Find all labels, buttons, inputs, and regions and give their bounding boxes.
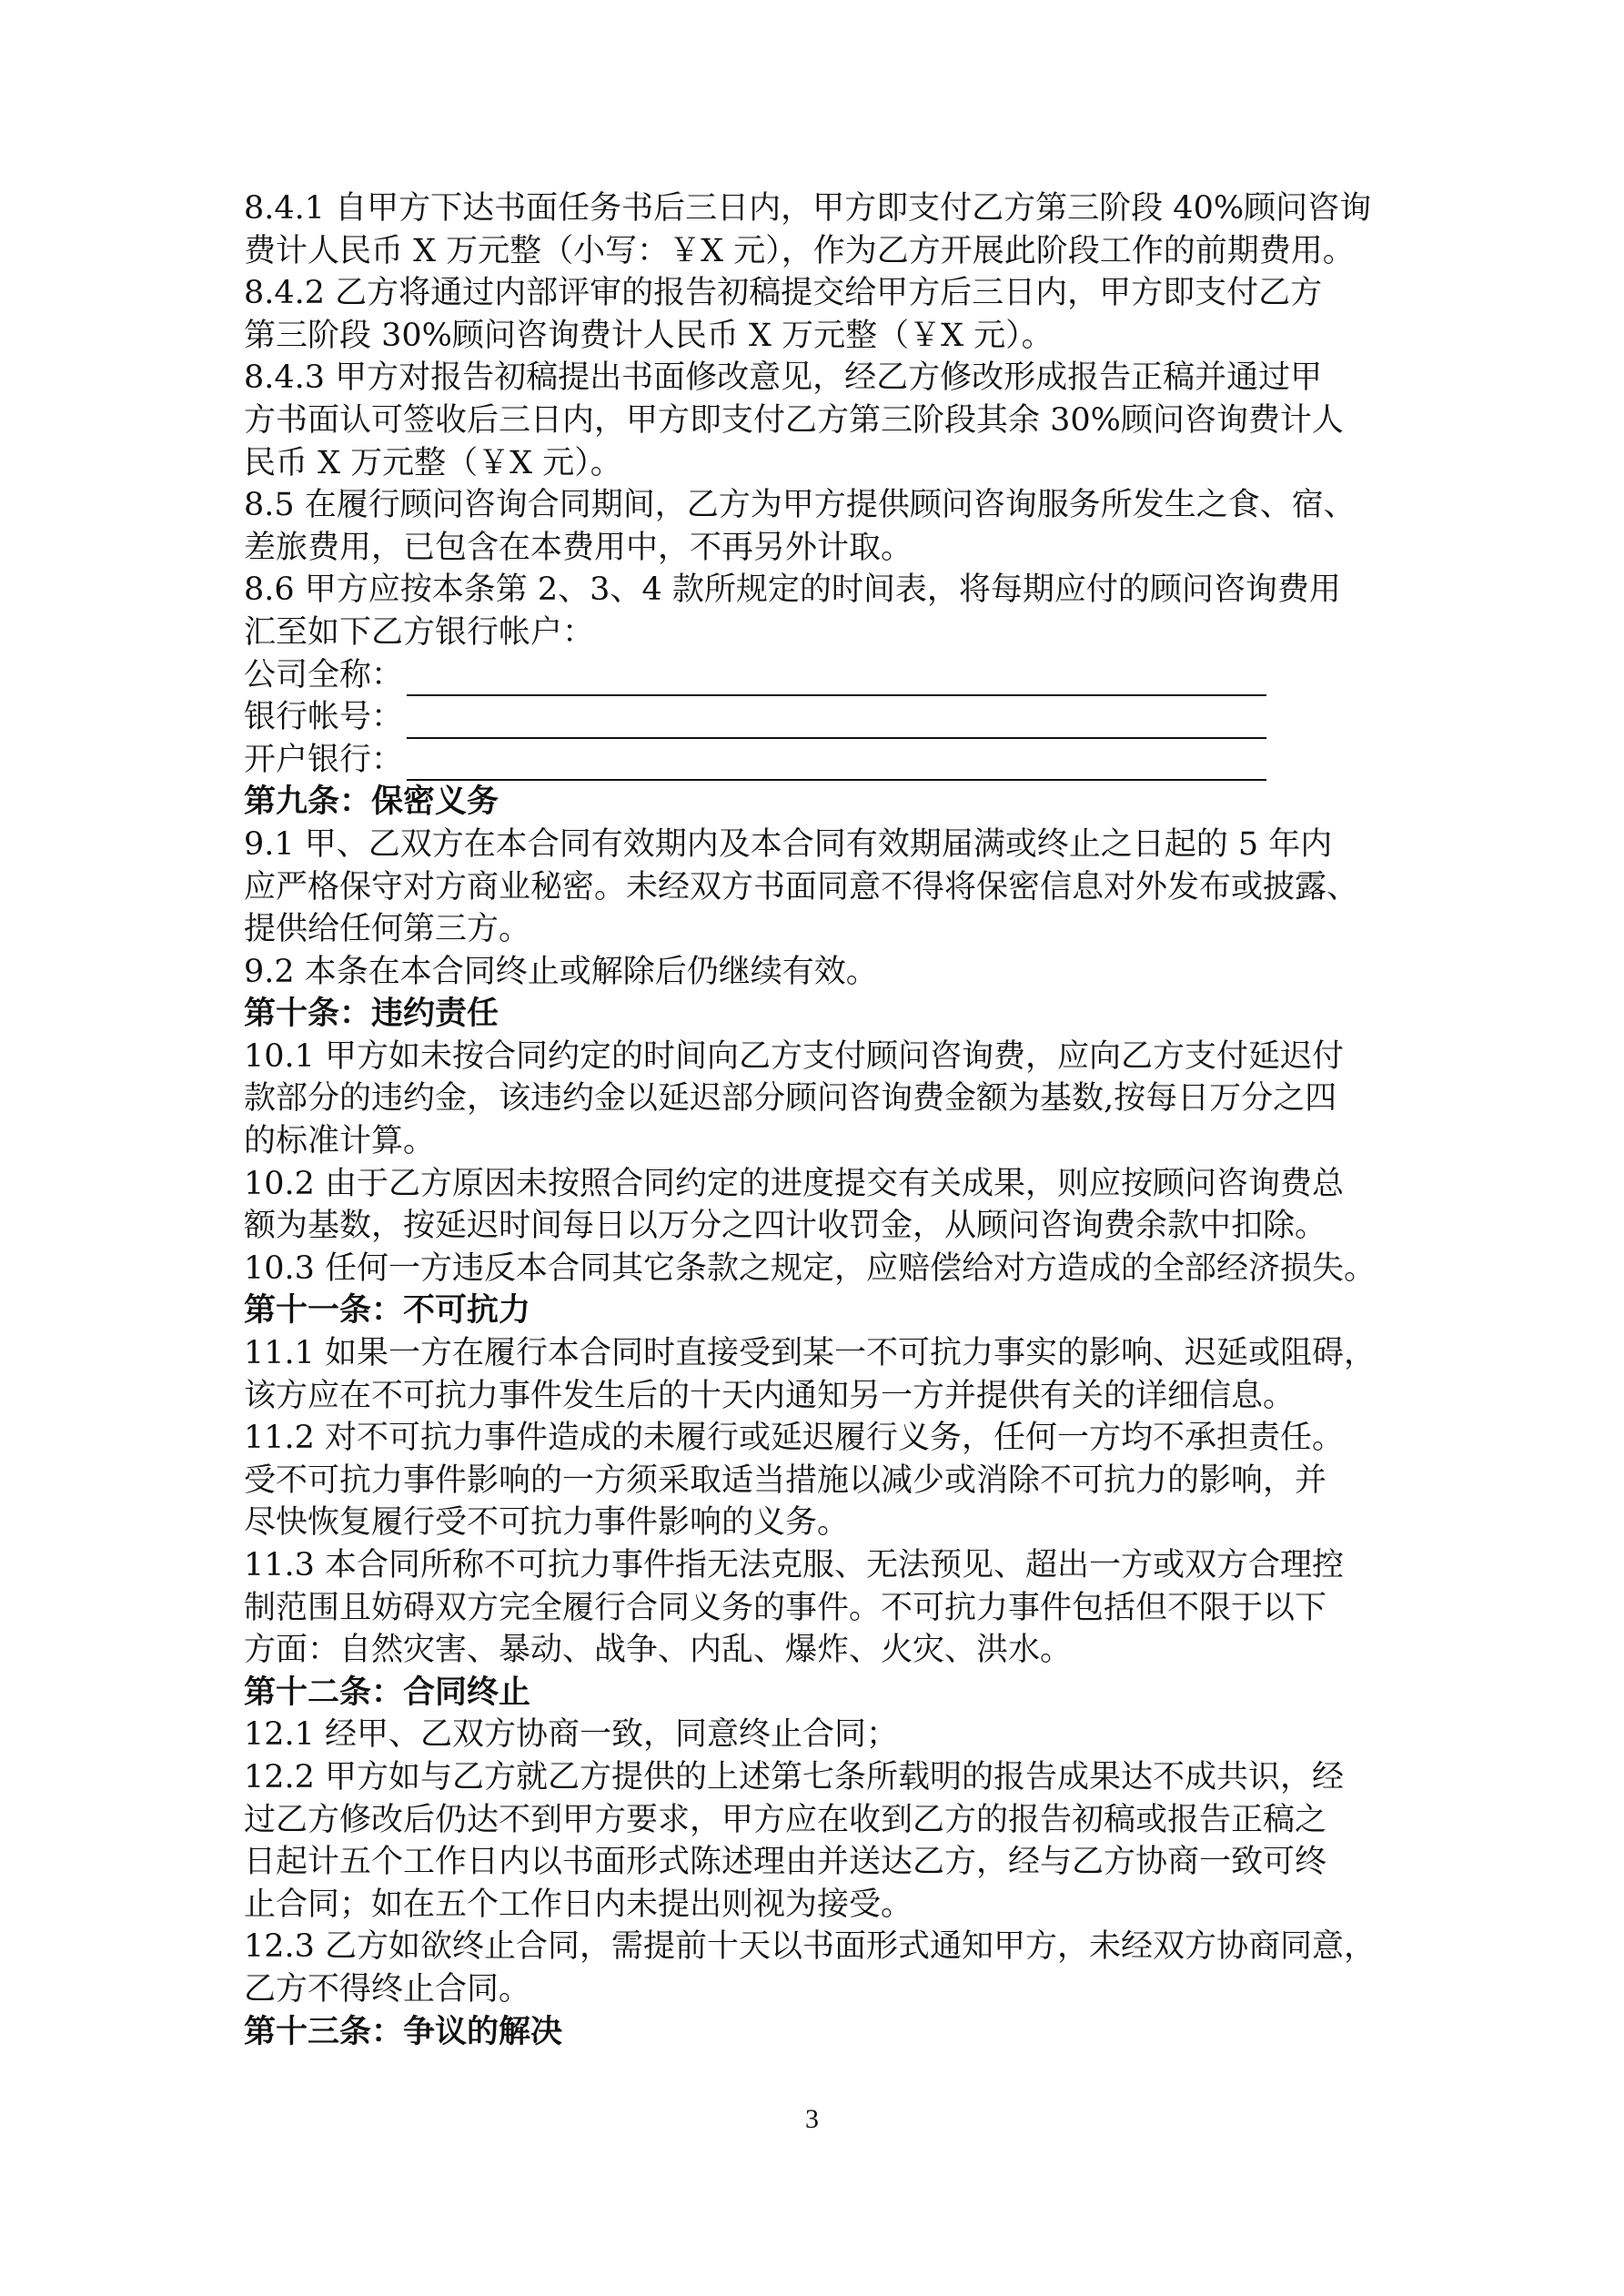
paragraph-line: 制范围且妨碍双方完全履行合同义务的事件。不可抗力事件包括但不限于以下 xyxy=(244,1589,1327,1626)
contract-clauses xyxy=(244,781,1392,2053)
paragraph-line: 8.4.3 甲方对报告初稿提出书面修改意见，经乙方修改形成报告正稿并通过甲 xyxy=(244,359,1323,397)
paragraph-line: 10.3 任何一方违反本合同其它条款之规定，应赔偿给对方造成的全部经济损失。 xyxy=(244,1249,1377,1287)
paragraph-line: 11.3 本合同所称不可抗力事件指无法克服、无法预见、超出一方或双方合理控 xyxy=(244,1547,1345,1583)
paragraph-line: 额为基数，按延迟时间每日以万分之四计收罚金，从顾问咨询费余款中扣除。 xyxy=(244,1208,1327,1245)
paragraph-line: 10.2 由于乙方原因未按照合同约定的进度提交有关成果，则应按顾问咨询费总 xyxy=(244,1165,1345,1202)
paragraph-line: 汇至如下乙方银行帐户： xyxy=(244,613,595,651)
bank-field-row xyxy=(244,739,1392,782)
bank-field-row xyxy=(244,696,1392,739)
bank-field-label: 开户银行： xyxy=(244,741,404,778)
paragraph-line: 12.2 甲方如与乙方就乙方提供的上述第七条所载明的报告成果达不成共识，经 xyxy=(244,1758,1345,1795)
paragraph-line: 10.1 甲方如未按合同约定的时间向乙方支付顾问咨询费，应向乙方支付延迟付 xyxy=(244,1037,1345,1075)
paragraph-line: 款部分的违约金，该违约金以延迟部分顾问咨询费金额为基数,按每日万分之四 xyxy=(244,1080,1337,1118)
paragraph-line: 止合同；如在五个工作日内未提出则视为接受。 xyxy=(244,1886,913,1923)
section-heading: 第九条：保密义务 xyxy=(244,783,499,821)
paragraph-line: 的标准计算。 xyxy=(244,1123,436,1160)
bank-field-row xyxy=(244,654,1392,697)
bank-field-blank xyxy=(407,750,1266,781)
bank-field-blank xyxy=(407,665,1266,696)
paragraph-line: 受不可抗力事件影响的一方须采取适当措施以减少或消除不可抗力的影响，并 xyxy=(244,1462,1327,1499)
page-number: 3 xyxy=(805,2104,819,2134)
paragraph-line: 8.4.1 自甲方下达书面任务书后三日内，甲方即支付乙方第三阶段 40%顾问咨询 xyxy=(244,190,1372,227)
paragraph-line: 8.5 在履行顾问咨询合同期间，乙方为甲方提供顾问咨询服务所发生之食、宿、 xyxy=(244,487,1356,524)
section-heading: 第十一条：不可抗力 xyxy=(244,1291,531,1330)
paragraph-line: 9.1 甲、乙双方在本合同有效期内及本合同有效期届满或终止之日起的 5 年内 xyxy=(244,825,1333,863)
paragraph-line: 差旅费用，已包含在本费用中，不再另外计取。 xyxy=(244,529,913,566)
bank-field-label: 公司全称： xyxy=(244,656,404,693)
paragraph-line: 方书面认可签收后三日内，甲方即支付乙方第三阶段其余 30%顾问咨询费计人 xyxy=(244,401,1344,439)
paragraph-line: 方面：自然灾害、暴动、战争、内乱、爆炸、火灾、洪水。 xyxy=(244,1632,1073,1669)
payment-clauses xyxy=(244,187,1392,654)
paragraph-line: 费计人民币 X 万元整（小写：￥X 元），作为乙方开展此阶段工作的前期费用。 xyxy=(244,232,1355,269)
paragraph-line: 12.1 经甲、乙双方协商一致，同意终止合同； xyxy=(244,1716,899,1754)
paragraph-line: 11.1 如果一方在履行本合同时直接受到某一不可抗力事实的影响、迟延或阻碍， xyxy=(244,1335,1377,1372)
paragraph-line: 9.2 本条在本合同终止或解除后仍继续有效。 xyxy=(244,953,878,990)
section-heading: 第十二条：合同终止 xyxy=(244,1673,531,1711)
paragraph-line: 8.4.2 乙方将通过内部评审的报告初稿提交给甲方后三日内，甲方即支付乙方 xyxy=(244,275,1323,312)
paragraph-line: 12.3 乙方如欲终止合同，需提前十天以书面形式通知甲方，未经双方协商同意， xyxy=(244,1928,1377,1966)
paragraph-line: 8.6 甲方应按本条第 2、3、4 款所规定的时间表，将每期应付的顾问咨询费用 xyxy=(244,571,1341,609)
paragraph-line: 提供给任何第三方。 xyxy=(244,911,531,948)
paragraph-line: 尽快恢复履行受不可抗力事件影响的义务。 xyxy=(244,1504,850,1542)
bank-account-fields xyxy=(244,654,1392,782)
paragraph-line: 该方应在不可抗力事件发生后的十天内通知另一方并提供有关的详细信息。 xyxy=(244,1377,1296,1414)
paragraph-line: 第三阶段 30%顾问咨询费计人民币 X 万元整（￥X 元）。 xyxy=(244,317,1054,354)
bank-field-label: 银行帐号： xyxy=(244,699,404,736)
document-page xyxy=(244,187,1392,2053)
section-heading: 第十三条：争议的解决 xyxy=(244,2012,563,2050)
bank-field-blank xyxy=(407,708,1266,739)
paragraph-line: 乙方不得终止合同。 xyxy=(244,1970,531,2008)
paragraph-line: 民币 X 万元整（￥X 元）。 xyxy=(244,444,622,481)
paragraph-line: 过乙方修改后仍达不到甲方要求，甲方应在收到乙方的报告初稿或报告正稿之 xyxy=(244,1801,1327,1838)
paragraph-line: 11.2 对不可抗力事件造成的未履行或延迟履行义务，任何一方均不承担责任。 xyxy=(244,1420,1345,1457)
paragraph-line: 日起计五个工作日内以书面形式陈述理由并送达乙方，经与乙方协商一致可终 xyxy=(244,1844,1327,1881)
paragraph-line: 应严格保守对方商业秘密。未经双方书面同意不得将保密信息对外发布或披露、 xyxy=(244,868,1359,905)
section-heading: 第十条：违约责任 xyxy=(244,995,499,1033)
